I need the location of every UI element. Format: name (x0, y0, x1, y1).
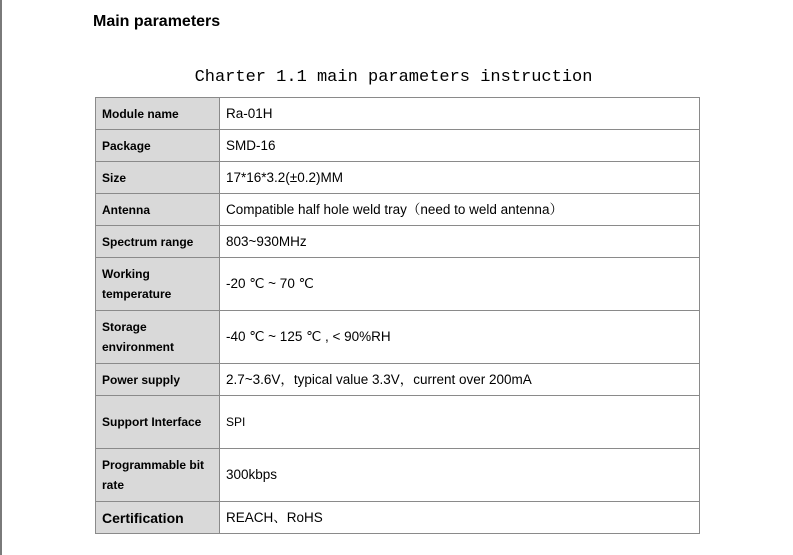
section-heading: Main parameters (93, 13, 221, 30)
table-row (96, 162, 700, 194)
row-label: Storage environment (96, 311, 220, 364)
table-row (96, 364, 700, 396)
row-label: Antenna (96, 194, 220, 226)
row-label: Spectrum range (96, 226, 220, 258)
table-row (96, 98, 700, 130)
row-label: Power supply (96, 364, 220, 396)
table-row (96, 130, 700, 162)
row-value: 17*16*3.2(±0.2)MM (220, 162, 700, 194)
table-row (96, 226, 700, 258)
row-label: Support Interface (96, 396, 220, 449)
table-row (96, 396, 700, 449)
table-row (96, 311, 700, 364)
row-value: SPI (220, 396, 700, 449)
row-value: Compatible half hole weld tray（need to weld antenna） (220, 194, 700, 226)
row-value: -20 ℃ ~ 70 ℃ (220, 258, 700, 311)
table-row (96, 449, 700, 502)
table-row (96, 502, 700, 534)
row-value: REACH、RoHS (220, 502, 700, 534)
parameters-table (95, 97, 700, 534)
table-caption (0, 67, 793, 89)
row-value: 300kbps (220, 449, 700, 502)
row-value: 2.7~3.6V，typical value 3.3V，current over 200mA (220, 364, 700, 396)
row-value: -40 ℃ ~ 125 ℃ , < 90%RH (220, 311, 700, 364)
row-value: SMD-16 (220, 130, 700, 162)
row-label: Programmable bit rate (96, 449, 220, 502)
row-label: Module name (96, 98, 220, 130)
row-value: 803~930MHz (220, 226, 700, 258)
row-label: Working temperature (96, 258, 220, 311)
table-row (96, 194, 700, 226)
row-label: Size (96, 162, 220, 194)
row-label: Package (96, 130, 220, 162)
row-label: Certification (96, 502, 220, 534)
table-row (96, 258, 700, 311)
row-value: Ra-01H (220, 98, 700, 130)
table-caption-text: Charter 1.1 main parameters instruction (194, 68, 593, 87)
